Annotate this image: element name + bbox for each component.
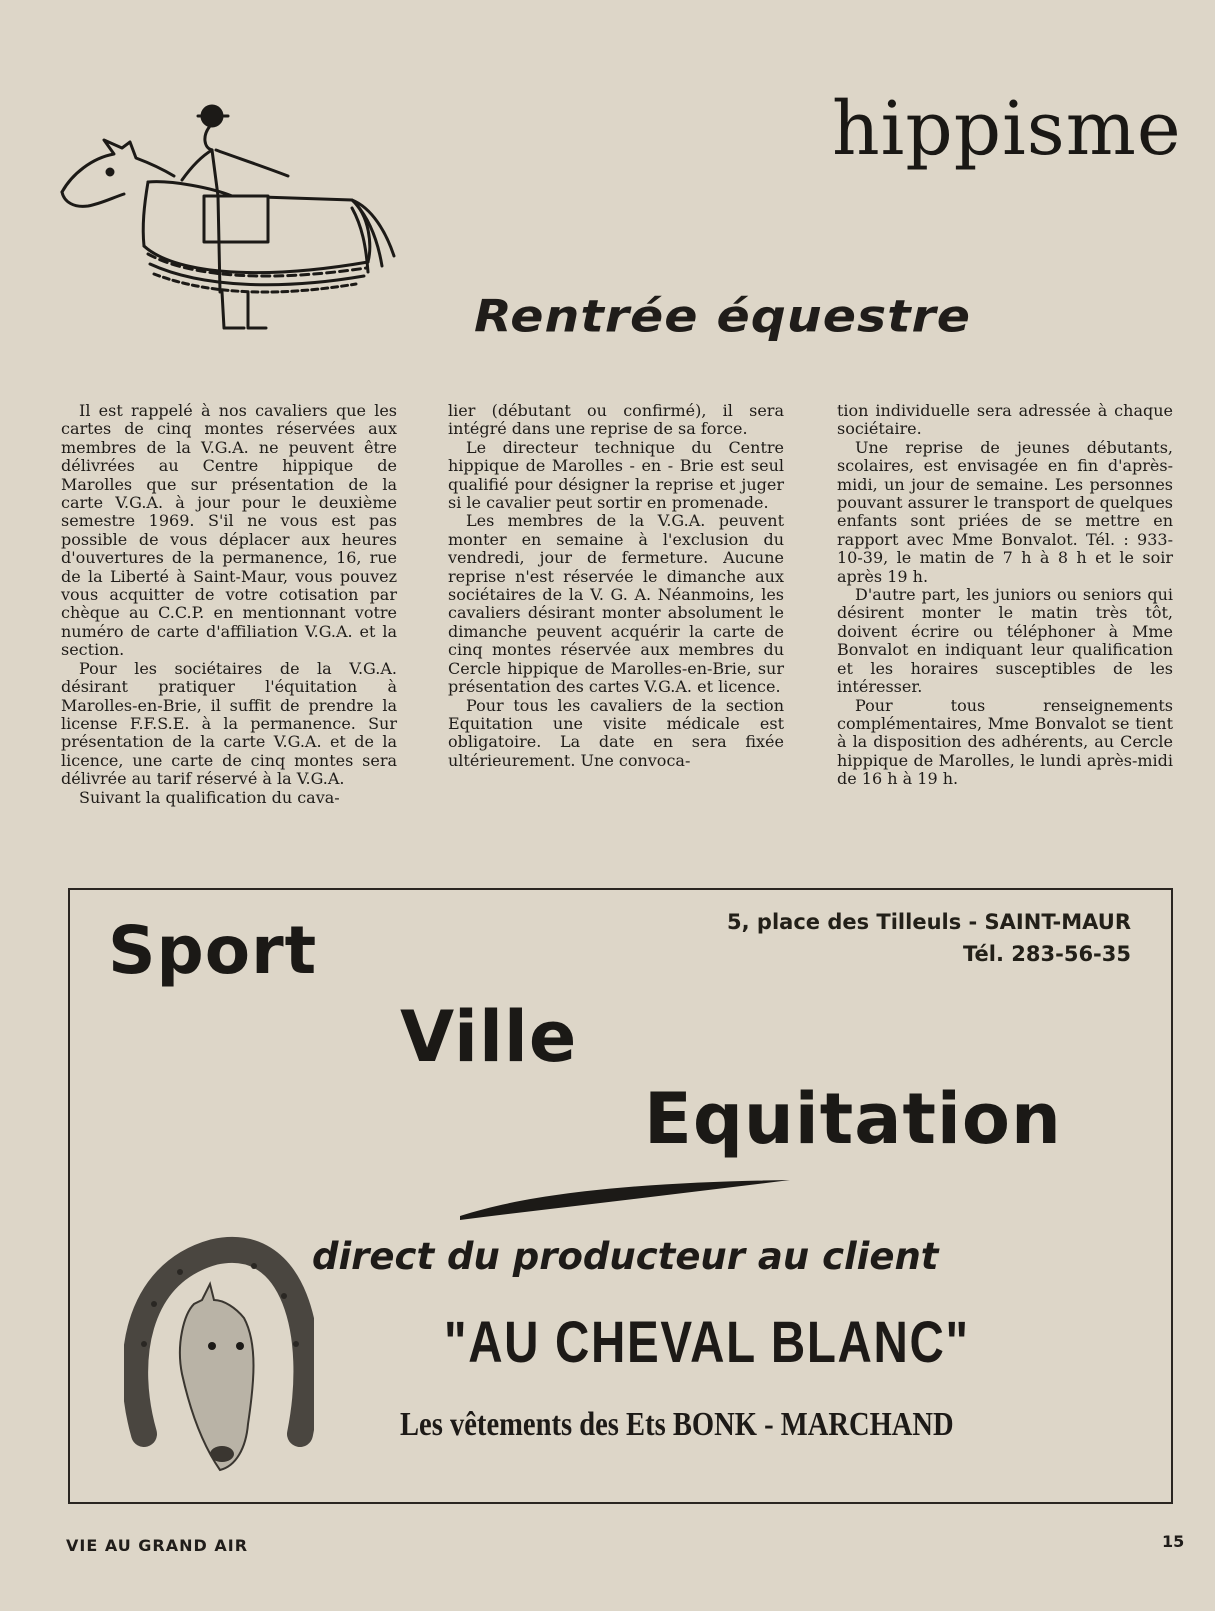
shop-subtitle: Les vêtements des Ets BONK - MARCHAND xyxy=(400,1406,954,1443)
shop-name: "AU CHEVAL BLANC" xyxy=(444,1310,970,1375)
ad-phone: Tél. 283-56-35 xyxy=(963,942,1131,966)
magazine-name: VIE AU GRAND AIR xyxy=(66,1536,249,1555)
paragraph: Une reprise de jeunes débutants, scolaires, est envisagée en fin d'après-midi, un jour de semaine. Les personnes pouvant assurer le transport de quelques enfants sont priées de se mettre en rapport avec Mme Bonvalot. Tél. : 933-10-39, le matin de 7 h à 8 h et le soir après 19 h. xyxy=(837,437,1173,586)
ad-word-ville: Ville xyxy=(400,996,578,1078)
rider-on-horse-illustration xyxy=(52,96,402,346)
article-column-1 xyxy=(61,402,397,807)
article-headline: Rentrée équestre xyxy=(474,290,971,343)
paragraph: tion individuelle sera adressée à chaque sociétaire. xyxy=(837,401,1173,439)
article-column-2 xyxy=(448,402,784,770)
article-column-3 xyxy=(837,402,1173,789)
ad-address: 5, place des Tilleuls - SAINT-MAUR xyxy=(727,910,1131,934)
horseshoe-horse-icon xyxy=(124,1234,314,1478)
paragraph: Pour tous les cavaliers de la section Equitation une visite médicale est obligatoire. La date en sera fixée ultérieurement. Une convoca- xyxy=(448,695,784,770)
advertisement xyxy=(68,888,1173,1504)
paragraph: lier (débutant ou confirmé), il sera intégré dans une reprise de sa force. xyxy=(448,401,784,439)
ad-tagline: direct du producteur au client xyxy=(312,1235,939,1278)
section-title: hippisme xyxy=(832,86,1182,172)
paragraph: D'autre part, les juniors ou seniors qui désirent monter le matin très tôt, doivent écrire ou téléphoner à Mme Bonvalot en indiquant leur qualification et les horaires susceptibles de les intéresser. xyxy=(837,585,1173,697)
paragraph: Les membres de la V.G.A. peuvent monter en semaine à l'exclusion du vendredi, jour de fermeture. Aucune reprise n'est réservée le dimanche aux sociétaires de la V. G. A. Néanmoins, les cavaliers désirant monter absolument le dimanche peuvent acquérir la carte de cinq montes réservée aux membres du Cercle hippique de Marolles-en-Brie, sur présentation des cartes V.G.A. et licence. xyxy=(448,511,784,697)
ad-word-equitation: Equitation xyxy=(644,1078,1062,1160)
ad-word-sport: Sport xyxy=(108,912,318,989)
paragraph: Suivant la qualification du cava- xyxy=(79,787,340,807)
paragraph: Pour les sociétaires de la V.G.A. désirant pratiquer l'équitation à Marolles-en-Brie, il suffit de prendre la license F.F.S.E. à la permanence. Sur présentation de la carte V.G.A. et de la licence, une carte de cinq montes sera délivrée au tarif réservé à la V.G.A. xyxy=(61,658,397,789)
ad-address-block xyxy=(727,906,1131,970)
swoosh-divider xyxy=(460,1180,790,1220)
paragraph: Il est rappelé à nos cavaliers que les cartes de cinq montes réservées aux membres de la V.G.A. ne peuvent être délivrées au Centre hippique de Marolles que sur présentation de la carte V.G.A. à jour pour le deuxième semestre 1969. S'il ne vous est pas possible de vous déplacer aux heures d'ouvertures de la permanence, 16, rue de la Liberté à Saint-Maur, vous pouvez vous acquitter de votre cotisation par chèque au C.C.P. en mentionnant votre numéro de carte d'affiliation V.G.A. et la section. xyxy=(61,401,397,660)
page-number: 15 xyxy=(1162,1532,1185,1551)
paragraph: Le directeur technique du Centre hippique de Marolles - en - Brie est seul qualifié pour désigner la reprise et juger si le cavalier peut sortir en promenade. xyxy=(448,437,784,513)
paragraph: Pour tous renseignements complémentaires, Mme Bonvalot se tient à la disposition des adhérents, au Cercle hippique de Marolles, le lundi après-midi de 16 h à 19 h. xyxy=(837,695,1173,789)
